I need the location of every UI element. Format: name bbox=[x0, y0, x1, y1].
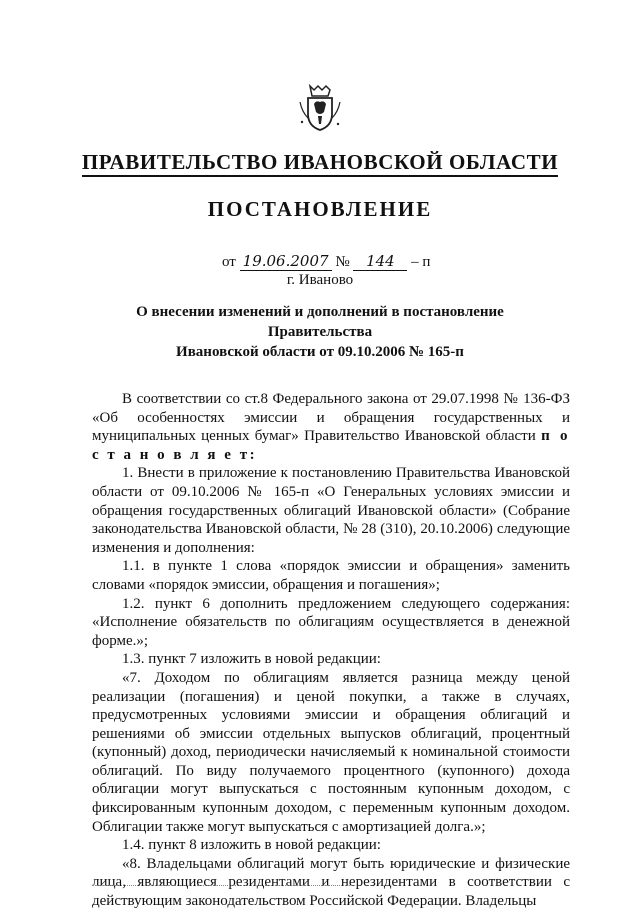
document-body bbox=[92, 390, 570, 911]
coat-of-arms-icon bbox=[294, 82, 346, 134]
number-label: № bbox=[335, 254, 350, 270]
date-number-line bbox=[222, 252, 430, 271]
paragraph-1: 1. Внести в приложение к постановлению Правительства Ивановской области от 09.10.2006 № 165-п «О Генеральных условиях эмиссии и обращения государственных облигаций Ивановской области» (Собрание законодательства Ивановской области, № 28 (310), 20.10.2006) следующие изменения и дополнения: bbox=[92, 465, 570, 556]
number-suffix: – п bbox=[411, 254, 431, 270]
subject-line-2: Ивановской области от 09.10.2006 № 165-п bbox=[176, 344, 464, 360]
resolves-verb: п о с т а н о в л я е т: bbox=[92, 428, 570, 463]
handwritten-date: 19.06.2007 bbox=[240, 252, 332, 271]
preamble-text: В соответствии со ст.8 Федерального закона от 29.07.1998 № 136-ФЗ «Об особенностях эмиссии и обращения государственных и муниципальных ценных бумаг» Правительство Ивановской области bbox=[92, 391, 570, 445]
paragraph-8-new: «8. Владельцами облигаций могут быть юридические и физические лица, являющиеся резидентами и нерезидентами в соответствии с действующим законодательством Российской Федерации. Владельцы bbox=[92, 855, 570, 910]
organization-title: ПРАВИТЕЛЬСТВО ИВАНОВСКОЙ ОБЛАСТИ bbox=[0, 150, 640, 175]
subject-line-1: О внесении изменений и дополнений в постановление Правительства bbox=[136, 304, 504, 340]
city: г. Иваново bbox=[286, 272, 354, 288]
page-footer-mark bbox=[92, 885, 352, 888]
paragraph-1-1: 1.1. в пункте 1 слова «порядок эмиссии и обращения» заменить словами «порядок эмиссии, обращения и погашения»; bbox=[92, 558, 570, 593]
paragraph-1-3: 1.3. пункт 7 изложить в новой редакции: bbox=[122, 651, 381, 668]
handwritten-number: 144 bbox=[353, 252, 407, 271]
paragraph-1-4: 1.4. пункт 8 изложить в новой редакции: bbox=[122, 837, 381, 854]
paragraph-1-2: 1.2. пункт 6 дополнить предложением следующего содержания: «Исполнение обязательств по облигациям осуществляется в денежной форме.»; bbox=[92, 595, 570, 649]
paragraph-7-new: «7. Доходом по облигациям является разница между ценой реализации (погашения) и ценой покупки, а также в случаях, предусмотренных условиями эмиссии и обращения облигаций и решениями об эмиссии отдельных выпусков облигаций, процентный (купонный) доход, периодически начисляемый к номинальной стоимости облигаций. По виду получаемого процентного (купонного) дохода облигации могут выпускаться с постоянным купонным доходом, с фиксированным купонным доходом, с переменным купонным доходом. Облигации также могут выпускаться с амортизацией долга.»; bbox=[92, 669, 570, 835]
preamble-paragraph bbox=[92, 390, 570, 464]
date-prefix: от bbox=[222, 254, 236, 270]
document-type: ПОСТАНОВЛЕНИЕ bbox=[207, 197, 433, 221]
document-subject bbox=[85, 302, 555, 362]
